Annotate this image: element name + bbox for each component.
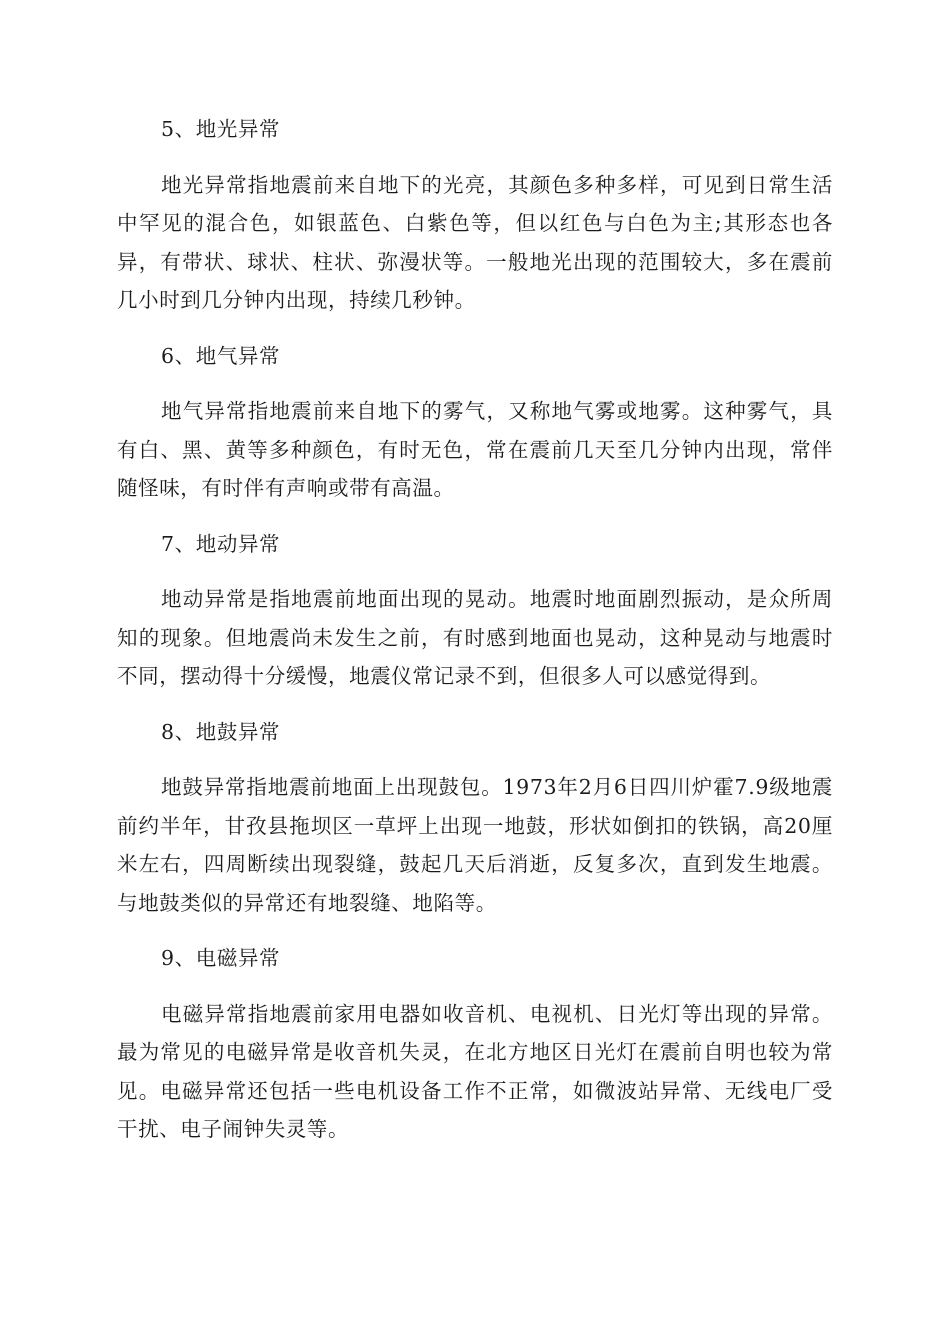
section-paragraph: 地动异常是指地震前地面出现的晃动。地震时地面剧烈振动，是众所周知的现象。但地震尚未发生之前，有时感到地面也晃动，这种晃动与地震时不同，摆动得十分缓慢，地震仪常记录不到，但很多人可以感觉得到。 bbox=[117, 587, 833, 688]
document-body bbox=[117, 110, 833, 1149]
section-paragraph: 地鼓异常指地震前地面上出现鼓包。1973年2月6日四川炉霍7.9级地震前约半年，甘孜县拖坝区一草坪上出现一地鼓，形状如倒扣的铁锅，高20厘米左右，四周断续出现裂缝，鼓起几天后消逝，反复多次，直到发生地震。与地鼓类似的异常还有地裂缝、地陷等。 bbox=[117, 775, 833, 915]
section-heading: 7、地动异常 bbox=[161, 531, 281, 556]
section-heading: 8、地鼓异常 bbox=[161, 719, 281, 744]
section-paragraph: 地光异常指地震前来自地下的光亮，其颜色多种多样，可见到日常生活中罕见的混合色，如银蓝色、白紫色等，但以红色与白色为主;其形态也各异，有带状、球状、柱状、弥漫状等。一般地光出现的范围较大，多在震前几小时到几分钟内出现，持续几秒钟。 bbox=[117, 172, 833, 312]
section-heading: 9、电磁异常 bbox=[161, 946, 281, 970]
section-paragraph: 地气异常指地震前来自地下的雾气，又称地气雾或地雾。这种雾气，具有白、黑、黄等多种颜色，有时无色，常在震前几天至几分钟内出现，常伴随怪味，有时伴有声响或带有高温。 bbox=[117, 399, 833, 500]
section-paragraph: 电磁异常指地震前家用电器如收音机、电视机、日光灯等出现的异常。最为常见的电磁异常是收音机失灵，在北方地区日光灯在震前自明也较为常见。电磁异常还包括一些电机设备工作不正常，如微波站异常、无线电厂受干扰、电子闹钟失灵等。 bbox=[117, 1001, 833, 1141]
section-heading: 5、地光异常 bbox=[161, 117, 281, 141]
section-heading: 6、地气异常 bbox=[161, 343, 281, 368]
